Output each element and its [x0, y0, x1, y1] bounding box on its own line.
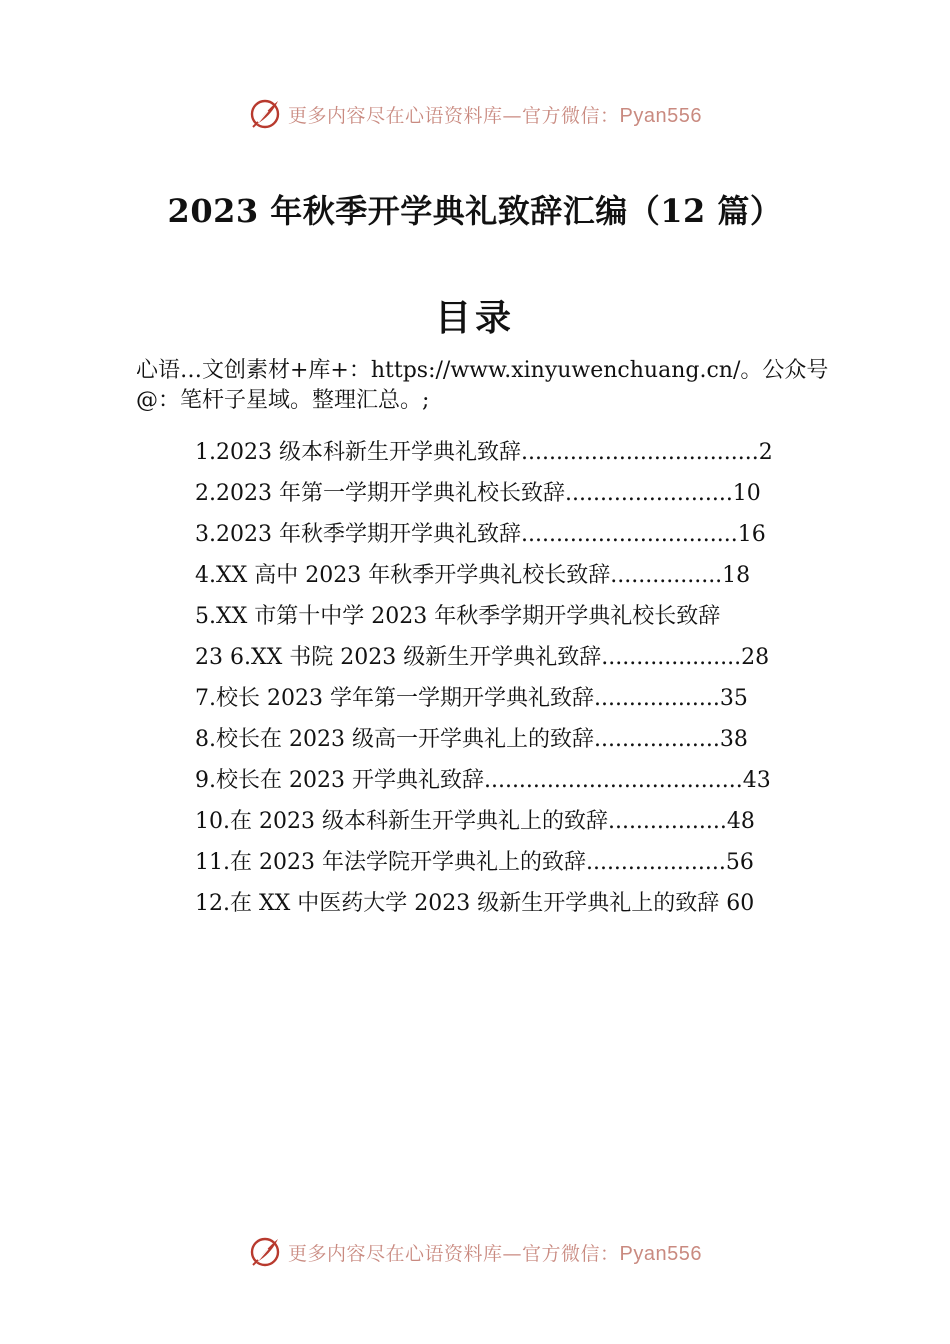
toc-entry[interactable]: 11.在 2023 年法学院开学典礼上的致辞....................56 [195, 850, 754, 875]
toc-entry[interactable]: 3.2023 年秋季学期开学典礼致辞...............................16 [195, 522, 766, 547]
header-banner [0, 94, 950, 134]
toc-heading: 目录 [434, 297, 515, 339]
toc-entry[interactable]: 23 6.XX 书院 2023 级新生开学典礼致辞....................28 [195, 645, 770, 670]
toc-entry[interactable]: 12.在 XX 中医药大学 2023 级新生开学典礼上的致辞 60 [195, 891, 755, 916]
toc-entry[interactable]: 4.XX 高中 2023 年秋季开学典礼校长致辞................18 [195, 563, 751, 588]
footer-banner [0, 1232, 950, 1272]
table-of-contents [195, 432, 825, 924]
toc-entry[interactable]: 9.校长在 2023 开学典礼致辞.....................................43 [195, 768, 771, 793]
toc-entry[interactable]: 8.校长在 2023 级高一开学典礼上的致辞..................38 [195, 727, 748, 752]
toc-entry[interactable]: 5.XX 市第十中学 2023 年秋季学期开学典礼校长致辞 [195, 604, 721, 629]
feather-pen-logo-icon [248, 1235, 282, 1269]
wechat-id: Pyan556 [619, 1242, 702, 1265]
document-title: 2023 年秋季开学典礼致辞汇编（12 篇） [167, 192, 783, 230]
toc-entry[interactable]: 1.2023 级本科新生开学典礼致辞..................................2 [195, 440, 773, 465]
banner-text: 更多内容尽在心语资料库—官方微信：Pyan556 [288, 1242, 702, 1265]
banner-text: 更多内容尽在心语资料库—官方微信：Pyan556 [288, 104, 702, 127]
feather-pen-logo-icon [248, 97, 282, 131]
wechat-id: Pyan556 [619, 104, 702, 127]
toc-entry[interactable]: 2.2023 年第一学期开学典礼校长致辞........................10 [195, 481, 761, 506]
toc-entry[interactable]: 10.在 2023 级本科新生开学典礼上的致辞.................48 [195, 809, 755, 834]
toc-entry[interactable]: 7.校长 2023 学年第一学期开学典礼致辞..................35 [195, 686, 748, 711]
intro-paragraph: 心语…文创素材+库+：https://www.xinyuwenchuang.cn/。公众号@：笔杆子星域。整理汇总。; [136, 358, 829, 413]
